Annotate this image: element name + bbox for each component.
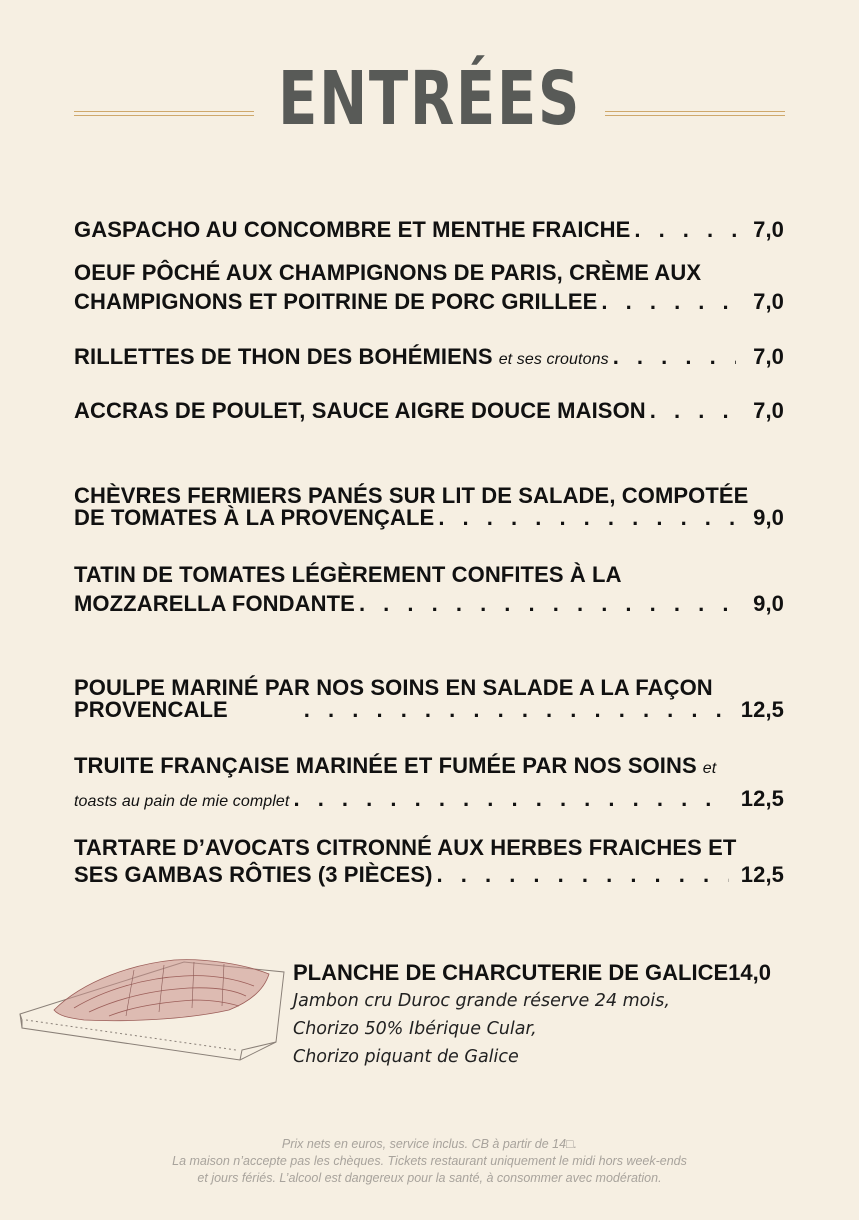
platter-desc-line: Chorizo 50% Ibérique Cular, [293, 1019, 537, 1039]
item-note-cont: toasts au pain de mie complet [74, 793, 290, 810]
item-price: 12,5 [740, 786, 784, 811]
menu-item-tatin [74, 560, 784, 618]
leader-dots [433, 861, 729, 888]
menu-item-gaspacho [74, 215, 784, 244]
item-name-cont: CHAMPIGNONS ET POITRINE DE PORC GRILLEE [74, 289, 598, 314]
menu-item-truite [74, 751, 784, 816]
leader-dots [355, 589, 736, 618]
item-price: 12,5 [740, 862, 784, 887]
platter-name: PLANCHE DE CHARCUTERIE DE GALICE [293, 960, 729, 985]
item-price: 9,0 [753, 505, 784, 530]
footer-notice [0, 1136, 859, 1187]
charcuterie-board-illustration [14, 950, 289, 1068]
item-price: 7,0 [753, 344, 784, 369]
footer-line: La maison n’accepte pas les chèques. Tickets restaurant uniquement le midi hors week-ends [172, 1154, 687, 1168]
platter-desc-line: Jambon cru Duroc grande réserve 24 mois, [293, 991, 670, 1011]
item-name: CHÈVRES FERMIERS PANÉS SUR LIT DE SALADE, COMPOTÉE [74, 483, 749, 508]
menu-item-oeuf-poche [74, 258, 784, 316]
leader-dots [609, 342, 736, 371]
page-title: ENTRÉES [278, 56, 581, 142]
item-price: 7,0 [753, 217, 784, 242]
leader-dots [228, 699, 729, 721]
platter-description [293, 987, 793, 1071]
menu-item-tartare [74, 834, 784, 888]
item-price: 9,0 [753, 591, 784, 616]
item-name: TRUITE FRANÇAISE MARINÉE ET FUMÉE PAR NOS SOINS [74, 753, 697, 778]
item-name-cont: PROVENCALE [74, 697, 228, 722]
menu-item-accras [74, 396, 784, 425]
menu-item-chevres [74, 485, 784, 529]
item-name: TATIN DE TOMATES LÉGÈREMENT CONFITES À LA [74, 562, 622, 587]
item-name-cont: SES GAMBAS RÔTIES (3 PIÈCES) [74, 862, 433, 887]
footer-line: Prix nets en euros, service inclus. CB à partir de 14□. [281, 1137, 578, 1151]
platter-heading [293, 958, 793, 987]
item-price: 7,0 [753, 398, 784, 423]
platter-price: 14,0 [728, 960, 771, 985]
leader-dots [646, 396, 736, 425]
menu-item-poulpe [74, 677, 784, 721]
item-note: et [702, 760, 717, 777]
leader-dots [630, 215, 736, 244]
item-name-cont: DE TOMATES À LA PROVENÇALE [74, 505, 435, 530]
item-name: OEUF PÔCHÉ AUX CHAMPIGNONS DE PARIS, CRÈME AUX [74, 260, 702, 285]
platter-desc-line: Chorizo piquant de Galice [293, 1047, 519, 1067]
leader-dots [597, 287, 736, 316]
menu-item-rillettes [74, 342, 784, 374]
item-name: TARTARE D’AVOCATS CITRONNÉ AUX HERBES FRAICHES ET [74, 835, 737, 860]
item-name: ACCRAS DE POULET, SAUCE AIGRE DOUCE MAISON [74, 398, 646, 423]
platter-charcuterie [293, 958, 793, 1071]
item-name: POULPE MARINÉ PAR NOS SOINS EN SALADE A LA FAÇON [74, 675, 713, 700]
item-name: GASPACHO AU CONCOMBRE ET MENTHE FRAICHE [74, 217, 631, 242]
item-name: RILLETTES DE THON DES BOHÉMIENS [74, 344, 493, 369]
item-note: et ses croutons [498, 351, 609, 368]
leader-dots [289, 784, 728, 813]
leader-dots [434, 507, 736, 529]
item-price: 12,5 [740, 697, 784, 722]
item-name-cont: MOZZARELLA FONDANTE [74, 591, 355, 616]
footer-line: et jours fériés. L’alcool est dangereux pour la santé, à consommer avec modération. [197, 1171, 662, 1185]
item-price: 7,0 [753, 289, 784, 314]
